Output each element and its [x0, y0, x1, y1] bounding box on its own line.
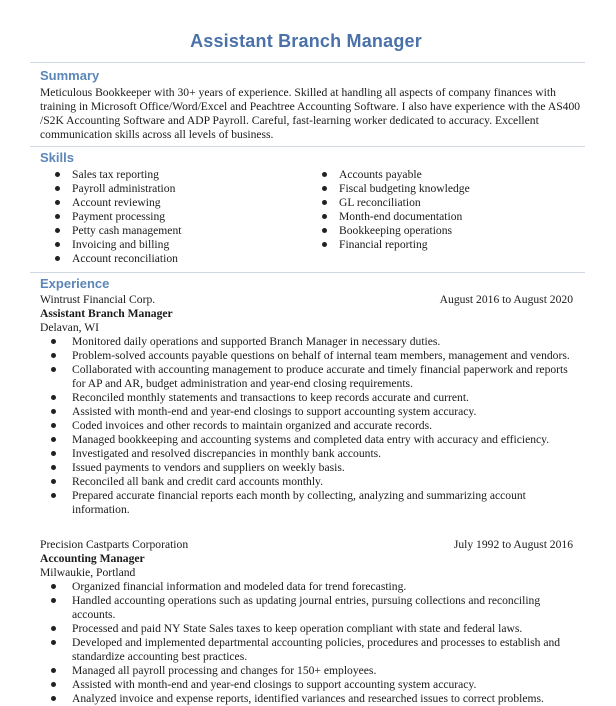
job-bullets — [40, 335, 573, 517]
skill-item: Month-end documentation — [322, 210, 470, 224]
skill-item: Financial reporting — [322, 238, 470, 252]
summary-heading: Summary — [40, 68, 100, 83]
job-dates: August 2016 to August 2020 — [439, 293, 573, 306]
divider — [30, 62, 585, 63]
divider — [30, 146, 585, 147]
job-bullet: Coded invoices and other records to maintain organized and accurate records. — [40, 419, 580, 433]
job-bullet: Investigated and resolved discrepancies in monthly bank accounts. — [40, 447, 580, 461]
job-bullet: Monitored daily operations and supported Branch Manager in necessary duties. — [40, 335, 580, 349]
job-company: Wintrust Financial Corp. — [40, 293, 156, 306]
experience-heading: Experience — [40, 276, 110, 291]
job-dates: July 1992 to August 2016 — [453, 538, 573, 551]
skills-right-list — [322, 168, 470, 252]
job-bullet: Analyzed invoice and expense reports, identified variances and researched issues to correct problems. — [40, 692, 580, 706]
job-location: Delavan, WI — [40, 321, 100, 334]
job-bullet: Prepared accurate financial reports each month by collecting, analyzing and summarizing account information. — [40, 489, 580, 517]
job-bullet: Assisted with month-end and year-end closings to support accounting system accuracy. — [40, 678, 580, 692]
skill-item: Account reviewing — [55, 196, 181, 210]
summary-text: Meticulous Bookkeeper with 30+ years of experience. Skilled at handling all aspects of company finances with training in Microsoft Office/Word/Excel and Peachtree Accounting Software. I also have experience with the AS400 /S2K Accounting Software and ADP Payroll. Careful, fast-learning worker dedicated to accuracy. Excellent communication skills across all levels of business. — [40, 86, 581, 141]
job-bullet: Managed bookkeeping and accounting systems and completed data entry with accuracy and efficiency. — [40, 433, 580, 447]
skill-item: Payment processing — [55, 210, 181, 224]
skills-left-list — [55, 168, 181, 266]
job-entry — [40, 538, 573, 706]
job-bullets — [40, 580, 573, 706]
skill-item: GL reconciliation — [322, 196, 470, 210]
skill-item: Account reconciliation — [55, 252, 181, 266]
job-role: Accounting Manager — [40, 552, 145, 565]
job-bullet: Assisted with month-end and year-end closings to support accounting system accuracy. — [40, 405, 580, 419]
job-company: Precision Castparts Corporation — [40, 538, 189, 551]
skill-item: Petty cash management — [55, 224, 181, 238]
job-bullet: Managed all payroll processing and changes for 150+ employees. — [40, 664, 580, 678]
resume-title: Assistant Branch Manager — [190, 31, 422, 51]
skill-item: Sales tax reporting — [55, 168, 181, 182]
job-bullet: Problem-solved accounts payable questions on behalf of internal team members, management and vendors. — [40, 349, 580, 363]
job-bullet: Reconciled all bank and credit card accounts monthly. — [40, 475, 580, 489]
job-bullet: Developed and implemented departmental accounting policies, procedures and processes to establish and standardize accounting best practices. — [40, 636, 580, 664]
skill-item: Payroll administration — [55, 182, 181, 196]
skill-item: Invoicing and billing — [55, 238, 181, 252]
job-bullet: Issued payments to vendors and suppliers on weekly basis. — [40, 461, 580, 475]
job-role: Assistant Branch Manager — [40, 307, 173, 320]
skill-item: Bookkeeping operations — [322, 224, 470, 238]
job-bullet: Organized financial information and modeled data for trend forecasting. — [40, 580, 580, 594]
skills-heading: Skills — [40, 150, 74, 165]
job-location: Milwaukie, Portland — [40, 566, 136, 579]
job-bullet: Processed and paid NY State Sales taxes to keep operation compliant with state and federal laws. — [40, 622, 580, 636]
divider — [30, 272, 585, 273]
job-bullet: Handled accounting operations such as updating journal entries, pursuing collections and reconciling accounts. — [40, 594, 580, 622]
job-bullet: Reconciled monthly statements and transactions to keep records accurate and current. — [40, 391, 580, 405]
skill-item: Fiscal budgeting knowledge — [322, 182, 470, 196]
skill-item: Accounts payable — [322, 168, 470, 182]
job-bullet: Collaborated with accounting management to produce accurate and timely financial paperwork and reports for AP and AR, budget administration and year-end closing requirements. — [40, 363, 580, 391]
job-entry — [40, 293, 573, 517]
